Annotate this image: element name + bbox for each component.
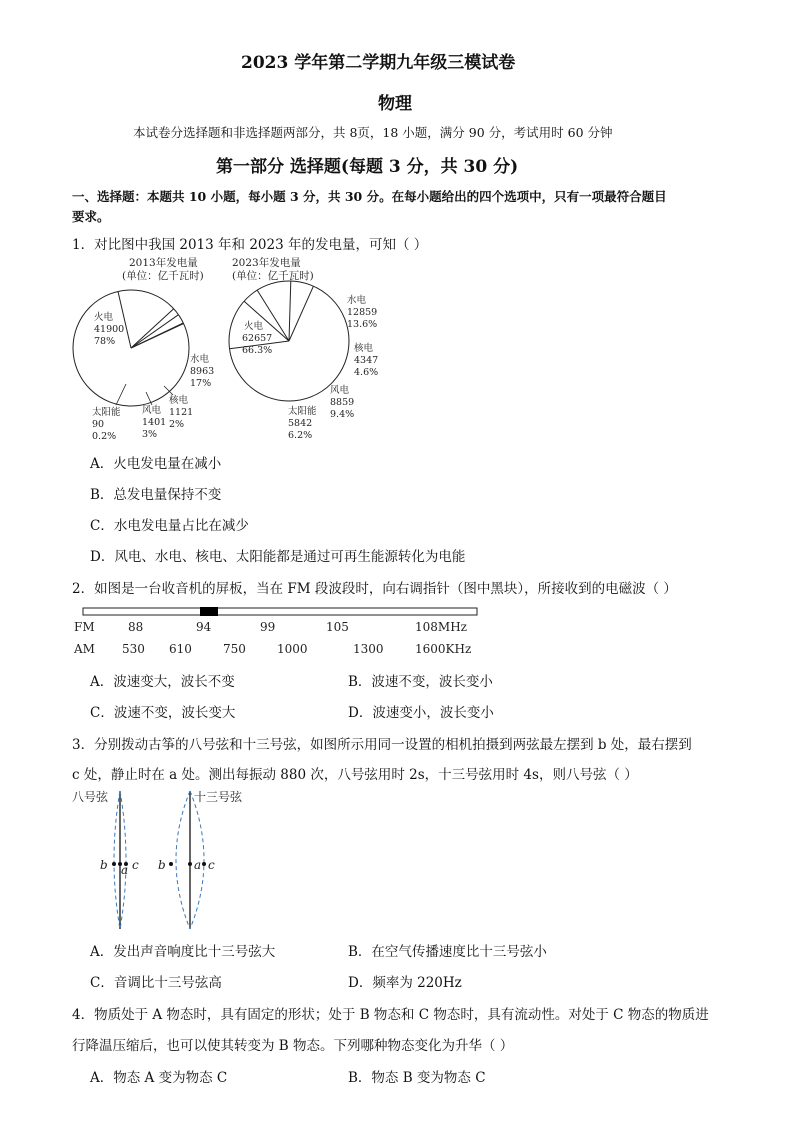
guzheng-strings-figure	[70, 787, 270, 935]
chart-2013-water-value: 8963	[190, 366, 215, 377]
part-heading: 第一部分 选择题(每题 3 分，共 30 分)	[216, 157, 519, 177]
q4-option-a[interactable]: A．物态 A 变为物态 C	[90, 1070, 228, 1086]
question-3-stem-line1: 3．分别拨动古筝的八号弦和十三号弦，如图所示用同一设置的相机拍摄到两弦最左摆到 b 处，最右摆到	[72, 737, 692, 753]
chart-2013-wind-percent: 3%	[142, 429, 158, 440]
string-13-label: 十三号弦	[194, 790, 243, 804]
q1-option-d[interactable]: D．风电、水电、核电、太阳能都是通过可再生能源转化为电能	[90, 549, 466, 565]
chart-2013-slice-boundary-太阳能	[131, 323, 183, 348]
chart-2013-nuclear-percent: 2%	[169, 419, 185, 430]
chart-2013-solar-value: 90	[92, 419, 105, 430]
string-13-label-b: b	[158, 858, 166, 872]
chart-2023-nuclear-percent: 4.6%	[354, 367, 379, 378]
chart-2013-unit: (单位：亿千瓦时)	[122, 270, 204, 282]
string-8-left-swing	[114, 791, 120, 929]
fm-tick-105: 105	[326, 620, 349, 634]
string-8-label: 八号弦	[72, 790, 109, 804]
chart-2023-water-value: 12859	[347, 307, 378, 318]
chart-2013-fire-percent: 78%	[94, 336, 116, 347]
chart-2013-nuclear-name: 核电	[169, 395, 189, 406]
chart-2023-nuclear-value: 4347	[354, 355, 379, 366]
section-instructions-line1: 一、选择题：本题共 10 小题，每小题 3 分，共 30 分。在每小题给出的四个选项中，只有一项最符合题目	[72, 189, 667, 204]
chart-2013-title: 2013年发电量	[129, 257, 198, 269]
fm-label: FM	[74, 620, 95, 634]
radio-dial-bar	[83, 608, 477, 615]
chart-2023-nuclear-name: 核电	[354, 343, 374, 354]
chart-2023-fire-value: 62657	[242, 333, 273, 344]
string-13-left-swing	[176, 791, 190, 929]
chart-2023-water-percent: 13.6%	[347, 319, 378, 330]
string-13-point-b	[169, 862, 173, 866]
question-4-stem-line1: 4．物质处于 A 物态时，具有固定的形状；处于 B 物态和 C 物态时，具有流动性。对处于 C 物态的物质进	[72, 1007, 709, 1023]
q4-option-b[interactable]: B．物态 B 变为物态 C	[348, 1070, 486, 1086]
am-tick-1300: 1300	[353, 642, 384, 656]
am-tick-530: 530	[122, 642, 145, 656]
q1-option-b[interactable]: B．总发电量保持不变	[90, 487, 222, 503]
string-8-label-c: c	[132, 858, 139, 872]
question-4-stem-line2: 行降温压缩后，也可以使其转变为 B 物态。下列哪种物态变化为升华（ ）	[72, 1038, 514, 1054]
string-8-label-a: a	[121, 863, 129, 877]
q1-option-a[interactable]: A．火电发电量在减小	[90, 456, 222, 472]
string-8-right-swing	[120, 791, 129, 929]
chart-2013-fire-name: 火电	[94, 312, 114, 323]
chart-2023-solar-value: 5842	[288, 418, 313, 429]
fm-tick-99: 99	[260, 620, 276, 634]
question-1-stem: 1．对比图中我国 2013 年和 2023 年的发电量，可知（ ）	[72, 237, 428, 253]
radio-dial-figure	[70, 603, 490, 659]
fm-tick-94: 94	[196, 620, 212, 634]
question-2-stem: 2．如图是一台收音机的屏板，当在 FM 段波段时，向右调指针（图中黑块），所接收到的电磁波（ ）	[72, 581, 677, 597]
chart-2023-wind-percent: 9.4%	[330, 409, 355, 420]
string-13-label-c: c	[208, 858, 215, 872]
chart-2013-wind-value: 1401	[142, 417, 167, 428]
am-label: AM	[74, 642, 95, 656]
chart-2013-solar-percent: 0.2%	[92, 431, 117, 442]
am-tick-1600: 1600KHz	[415, 642, 472, 656]
q2-option-d[interactable]: D．波速变小，波长变小	[348, 705, 494, 721]
chart-2023-slice-boundary-太阳能	[289, 281, 291, 341]
radio-pointer[interactable]	[200, 607, 218, 616]
q2-option-c[interactable]: C．波速不变，波长变大	[90, 705, 236, 721]
pie-charts-figure	[66, 252, 386, 448]
chart-2023-title: 2023年发电量	[232, 257, 301, 269]
chart-2013-solar-name: 太阳能	[92, 407, 121, 418]
chart-2023-solar-percent: 6.2%	[288, 430, 313, 441]
question-3-stem-line2: c 处，静止时在 a 处。测出每振动 880 次，八号弦用时 2s，十三号弦用时 4s，则八号弦（ ）	[72, 767, 638, 783]
q2-option-b[interactable]: B．波速不变，波长变小	[348, 674, 493, 690]
chart-2023-wind-name: 风电	[330, 385, 350, 396]
string-8-point-b	[112, 862, 116, 866]
chart-2013-fire-value: 41900	[94, 324, 125, 335]
chart-2013-slice-boundary-水电	[118, 292, 131, 349]
chart-2013-water-name: 水电	[190, 354, 210, 365]
chart-2013-slice-boundary-核电	[131, 309, 174, 348]
section-instructions-line2: 要求。	[72, 209, 110, 224]
chart-2023-unit: (单位：亿千瓦时)	[232, 270, 314, 282]
string-13-point-c	[202, 862, 206, 866]
fm-tick-108: 108MHz	[415, 620, 467, 634]
am-tick-610: 610	[169, 642, 192, 656]
chart-2023-slice-boundary-火电	[289, 286, 313, 341]
exam-title: 2023 学年第二学期九年级三模试卷	[241, 53, 516, 73]
q3-option-c[interactable]: C．音调比十三号弦高	[90, 975, 222, 991]
am-tick-750: 750	[223, 642, 246, 656]
chart-2023-water-name: 水电	[347, 295, 367, 306]
exam-info: 本试卷分选择题和非选择题两部分，共 8页，18 小题，满分 90 分，考试用时 60 分钟	[133, 125, 613, 140]
q2-option-a[interactable]: A．波速变大，波长不变	[90, 674, 235, 690]
chart-2013-wind-name: 风电	[142, 405, 162, 416]
string-13-label-a: a	[194, 858, 202, 872]
am-tick-1000: 1000	[277, 642, 308, 656]
chart-2023-solar-name: 太阳能	[288, 406, 317, 417]
string-8-label-b: b	[100, 858, 108, 872]
string-13-point-a	[188, 862, 192, 866]
chart-2013-solar-leader	[116, 384, 126, 405]
chart-2013-nuclear-value: 1121	[169, 407, 194, 418]
q3-option-b[interactable]: B．在空气传播速度比十三号弦小	[348, 944, 547, 960]
q3-option-d[interactable]: D．频率为 220Hz	[348, 975, 462, 991]
fm-tick-88: 88	[128, 620, 144, 634]
chart-2013-nuclear-leader	[164, 386, 173, 395]
q3-option-a[interactable]: A．发出声音响度比十三号弦大	[90, 944, 276, 960]
chart-2023-fire-percent: 66.3%	[242, 345, 273, 356]
chart-2013-water-percent: 17%	[190, 378, 212, 389]
chart-2013-slice-boundary-风电	[131, 315, 179, 348]
subject-title: 物理	[378, 94, 412, 114]
chart-2023-wind-value: 8859	[330, 397, 355, 408]
q1-option-c[interactable]: C．水电发电量占比在减少	[90, 518, 249, 534]
chart-2023-fire-name: 火电	[244, 321, 264, 332]
